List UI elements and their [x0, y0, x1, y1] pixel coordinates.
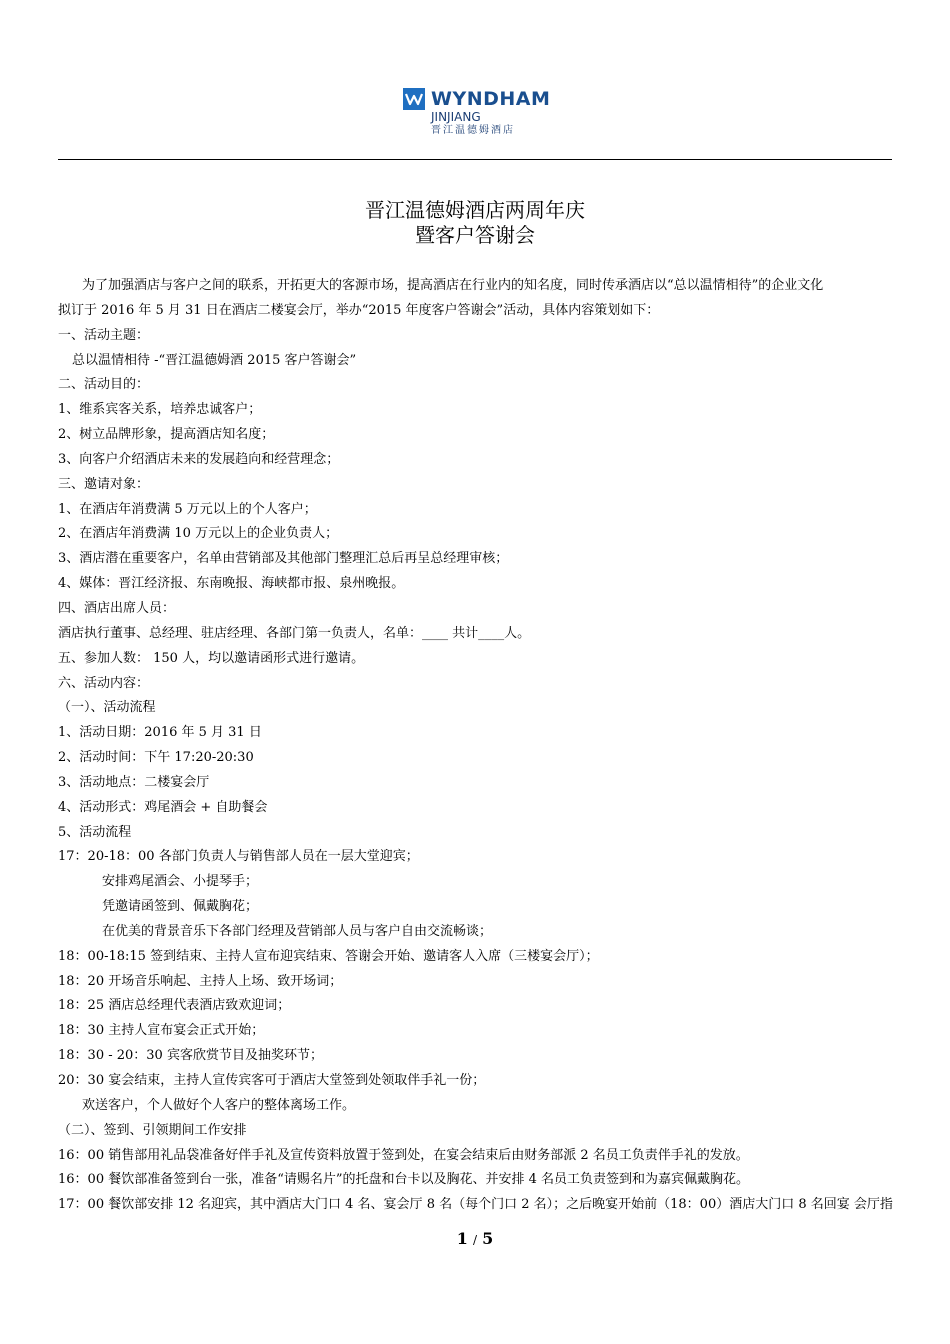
schedule-line: 18：30 主持人宣布宴会正式开始； — [58, 1023, 265, 1039]
body-line: 5、活动流程 — [58, 824, 132, 840]
wyndham-w-logo-icon — [403, 88, 425, 110]
body-line: 2、树立品牌形象，提高酒店知名度； — [58, 427, 275, 443]
document-title-line1: 晋江温德姆酒店两周年庆 — [365, 198, 585, 222]
page-number — [0, 1229, 950, 1248]
section-heading: 四、酒店出席人员： — [58, 600, 176, 616]
section-heading: 三、邀请对象： — [58, 476, 150, 492]
schedule-line: 18：30 - 20：30 宾客欣赏节目及抽奖环节； — [58, 1048, 323, 1064]
body-line: 拟订于 2016 年 5 月 31 日在酒店二楼宴会厅，举办“2015 年度客户答谢会”活动，具体内容策划如下： — [58, 302, 660, 318]
schedule-detail: 安排鸡尾酒会、小提琴手； — [102, 874, 259, 890]
header-divider — [58, 159, 892, 160]
body-line: 3、酒店潜在重要客户，名单由营销部及其他部门整理汇总后再呈总经理审核； — [58, 551, 509, 567]
section-heading: 五、参加人数： 150 人，均以邀请函形式进行邀请。 — [58, 650, 365, 666]
schedule-line: 18：00-18:15 签到结束、主持人宣布迎宾结束、答谢会开始、邀请客人入席（三楼宴会厅）； — [58, 948, 599, 964]
body-line: 4、媒体：晋江经济报、东南晚报、海峡都市报、泉州晚报。 — [58, 576, 405, 592]
body-line: 2、活动时间：下午 17:20-20:30 — [58, 750, 254, 766]
section-heading: 一、活动主题： — [58, 327, 150, 343]
body-line: 3、活动地点：二楼宴会厅 — [58, 774, 210, 790]
page-current: 1 — [456, 1229, 468, 1248]
subsection-heading: （二）、签到、引领期间工作安排 — [58, 1122, 247, 1138]
schedule-line: 17：20-18：00 各部门负责人与销售部人员在一层大堂迎宾； — [58, 849, 419, 865]
body-line: 4、活动形式：鸡尾酒会 + 自助餐会 — [58, 799, 268, 815]
schedule-line: 18：20 开场音乐响起、主持人上场、致开场词； — [58, 973, 343, 989]
schedule-line: 18：25 酒店总经理代表酒店致欢迎词； — [58, 998, 291, 1014]
body-line: 16：00 餐饮部准备签到台一张，准备“请赐名片”的托盘和台卡以及胸花、并安排 4 名员工负责签到和为嘉宾佩戴胸花。 — [58, 1172, 750, 1188]
section-heading: 二、活动目的： — [58, 377, 150, 393]
body-line: 16：00 销售部用礼品袋准备好伴手礼及宣传资料放置于签到处，在宴会结束后由财务部派 2 名员工负责伴手礼的发放。 — [58, 1147, 749, 1163]
body-line: 总以温情相待 -“晋江温德姆酒 2015 客户答谢会” — [72, 352, 357, 368]
body-line: 酒店执行董事、总经理、驻店经理、各部门第一负责人，名单：____ 共计____人。 — [58, 625, 531, 641]
logo-chinese-name: 晋江温德姆酒店 — [431, 125, 515, 136]
body-line: 1、活动日期：2016 年 5 月 31 日 — [58, 725, 262, 741]
subsection-heading: （一）、活动流程 — [58, 700, 156, 716]
logo-brand: WYNDHAM — [431, 88, 551, 110]
schedule-detail: 凭邀请函签到、佩戴胸花； — [102, 899, 259, 915]
body-line: 1、维系宾客关系，培养忠诚客户； — [58, 402, 262, 418]
body-line: 17：00 餐饮部安排 12 名迎宾，其中酒店大门口 4 名、宴会厅 8 名（每个门口 2 名）；之后晚宴开始前（18：00）酒店大门口 8 名回宴 会厅指 — [58, 1197, 893, 1213]
schedule-line: 20：30 宴会结束，主持人宣传宾客可于酒店大堂签到处领取伴手礼一份； — [58, 1073, 486, 1088]
page-total: 5 — [482, 1229, 494, 1248]
body-line: 2、在酒店年消费满 10 万元以上的企业负责人； — [58, 526, 339, 542]
schedule-detail: 欢送客户，个人做好个人客户的整体离场工作。 — [82, 1097, 356, 1113]
page-separator: / — [472, 1233, 478, 1247]
logo-row — [403, 88, 553, 110]
schedule-detail: 在优美的背景音乐下各部门经理及营销部人员与客户自由交流畅谈； — [102, 923, 493, 939]
document-body — [58, 274, 892, 1218]
document-title-line2: 暨客户答谢会 — [415, 223, 535, 247]
body-line: 3、向客户介绍酒店未来的发展趋向和经营理念； — [58, 451, 340, 467]
logo-sub: JINJIANG — [431, 110, 481, 124]
body-line: 为了加强酒店与客户之间的联系，开拓更大的客源市场，提高酒店在行业内的知名度，同时传承酒店以“总以温情相待”的企业文化 — [82, 278, 824, 293]
hotel-logo — [403, 88, 553, 140]
body-line: 1、在酒店年消费满 5 万元以上的个人客户； — [58, 501, 317, 517]
section-heading: 六、活动内容： — [58, 675, 150, 691]
